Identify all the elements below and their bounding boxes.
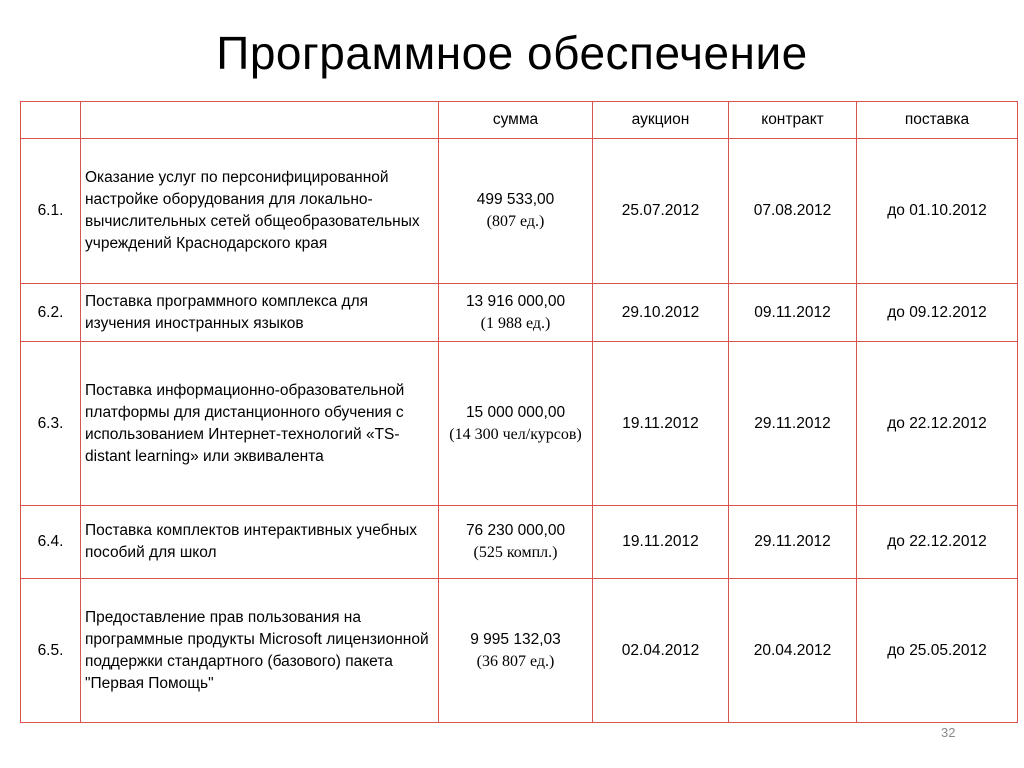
row-delivery-date: до 25.05.2012 <box>857 579 1018 723</box>
row-delivery-date: до 22.12.2012 <box>857 506 1018 579</box>
row-contract-date: 29.11.2012 <box>729 506 857 579</box>
row-number: 6.2. <box>21 284 81 342</box>
sum-amount: 9 995 132,03 <box>470 630 561 648</box>
table-row <box>21 139 1018 284</box>
table-row <box>21 579 1018 723</box>
row-number: 6.4. <box>21 506 81 579</box>
table-row <box>21 506 1018 579</box>
row-delivery-date: до 09.12.2012 <box>857 284 1018 342</box>
row-description: Поставка информационно-образовательной платформы для дистанционного обучения с использованием Интернет-технологий «TS-distant learning» или эквивалента <box>81 342 439 506</box>
header-delivery: поставка <box>857 102 1018 139</box>
row-sum <box>439 506 593 579</box>
sum-quantity: (807 ед.) <box>486 213 545 230</box>
row-contract-date: 09.11.2012 <box>729 284 857 342</box>
header-num <box>21 102 81 139</box>
header-auction: аукцион <box>593 102 729 139</box>
row-sum <box>439 579 593 723</box>
sum-amount: 15 000 000,00 <box>465 403 566 421</box>
table-header-row <box>21 102 1018 139</box>
row-sum <box>439 342 593 506</box>
row-contract-date: 29.11.2012 <box>729 342 857 506</box>
row-auction-date: 25.07.2012 <box>593 139 729 284</box>
row-number: 6.3. <box>21 342 81 506</box>
table-row <box>21 284 1018 342</box>
header-desc <box>81 102 439 139</box>
header-contract: контракт <box>729 102 857 139</box>
row-auction-date: 29.10.2012 <box>593 284 729 342</box>
row-auction-date: 02.04.2012 <box>593 579 729 723</box>
row-auction-date: 19.11.2012 <box>593 342 729 506</box>
sum-quantity: (525 компл.) <box>473 544 558 561</box>
row-number: 6.1. <box>21 139 81 284</box>
row-description: Предоставление прав пользования на программные продукты Microsoft лицензионной поддержки стандартного (базового) пакета "Первая Помощь" <box>81 579 439 723</box>
row-delivery-date: до 22.12.2012 <box>857 342 1018 506</box>
page-title: Программное обеспечение <box>216 27 808 79</box>
row-sum <box>439 139 593 284</box>
row-description: Поставка комплектов интерактивных учебных пособий для школ <box>81 506 439 579</box>
sum-quantity: (14 300 чел/курсов) <box>449 425 582 443</box>
sum-amount: 76 230 000,00 <box>465 522 566 539</box>
row-description: Поставка программного комплекса для изучения иностранных языков <box>81 284 439 342</box>
table-row <box>21 342 1018 506</box>
sum-quantity: (36 807 ед.) <box>476 652 555 670</box>
row-sum <box>439 284 593 342</box>
row-description: Оказание услуг по персонифицированной настройке оборудования для локально-вычислительных сетей общеобразовательных учреждений Краснодарского края <box>81 139 439 284</box>
row-contract-date: 20.04.2012 <box>729 579 857 723</box>
row-delivery-date: до 01.10.2012 <box>857 139 1018 284</box>
sum-quantity: (1 988 ед.) <box>480 314 551 332</box>
header-sum: сумма <box>439 102 593 139</box>
sum-amount: 13 916 000,00 <box>465 292 566 310</box>
row-contract-date: 07.08.2012 <box>729 139 857 284</box>
procurement-table <box>20 101 1018 723</box>
row-auction-date: 19.11.2012 <box>593 506 729 579</box>
row-number: 6.5. <box>21 579 81 723</box>
sum-amount: 499 533,00 <box>476 191 555 208</box>
page-number: 32 <box>941 725 956 740</box>
